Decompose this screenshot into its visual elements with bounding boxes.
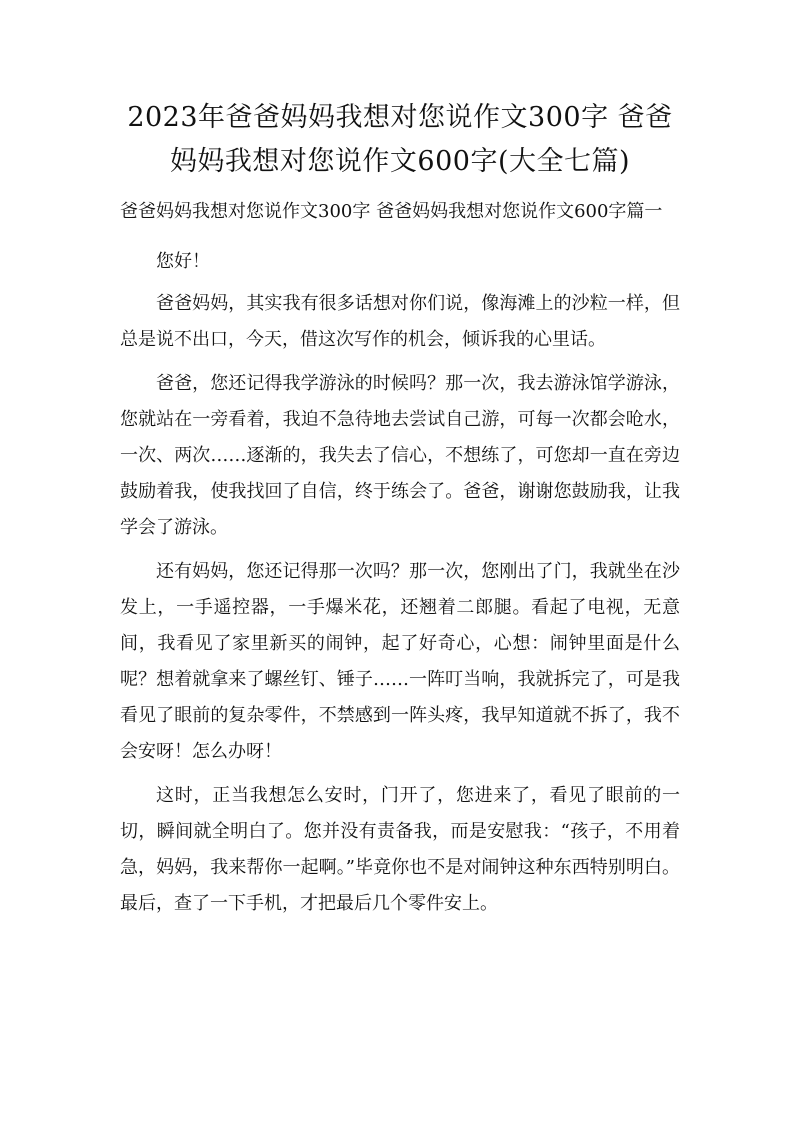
greeting: 您好！	[156, 251, 210, 272]
paragraph-1: 爸爸妈妈，其实我有很多话想对你们说，像海滩上的沙粒一样，但总是说不出口，今天，借这次写作的机会，倾诉我的心里话。	[120, 293, 680, 350]
paragraph-2: 爸爸，您还记得我学游泳的时候吗？那一次，我去游泳馆学游泳，您就站在一旁看着，我迫不急待地去尝试自己游，可每一次都会呛水，一次、两次……逐渐的，我失去了信心，不想练了，可您却一直在旁边鼓励着我，使我找回了自信，终于练会了。爸爸，谢谢您鼓励我，让我学会了游泳。	[120, 373, 680, 538]
document-subtitle: 爸爸妈妈我想对您说作文300字 爸爸妈妈我想对您说作文600字篇一	[120, 201, 663, 222]
paragraph-3: 还有妈妈，您还记得那一次吗？那一次，您刚出了门，我就坐在沙发上，一手遥控器，一手爆米花，还翘着二郎腿。看起了电视，无意间，我看见了家里新买的闹钟，起了好奇心，心想：闹钟里面是什么呢？想着就拿来了螺丝钉、锤子……一阵叮当响，我就拆完了，可是我看见了眼前的复杂零件，不禁感到一阵头疼，我早知道就不拆了，我不会安呀！怎么办呀！	[120, 561, 680, 762]
paragraph-4: 这时，正当我想怎么安时，门开了，您进来了，看见了眼前的一切，瞬间就全明白了。您并没有责备我，而是安慰我：“孩子，不用着急，妈妈，我来帮你一起啊。”毕竟你也不是对闹钟这种东西特别明白。最后，查了一下手机，才把最后几个零件安上。	[120, 785, 680, 914]
document-title: 2023年爸爸妈妈我想对您说作文300字 爸爸妈妈我想对您说作文600字(大全七篇)	[127, 102, 673, 177]
